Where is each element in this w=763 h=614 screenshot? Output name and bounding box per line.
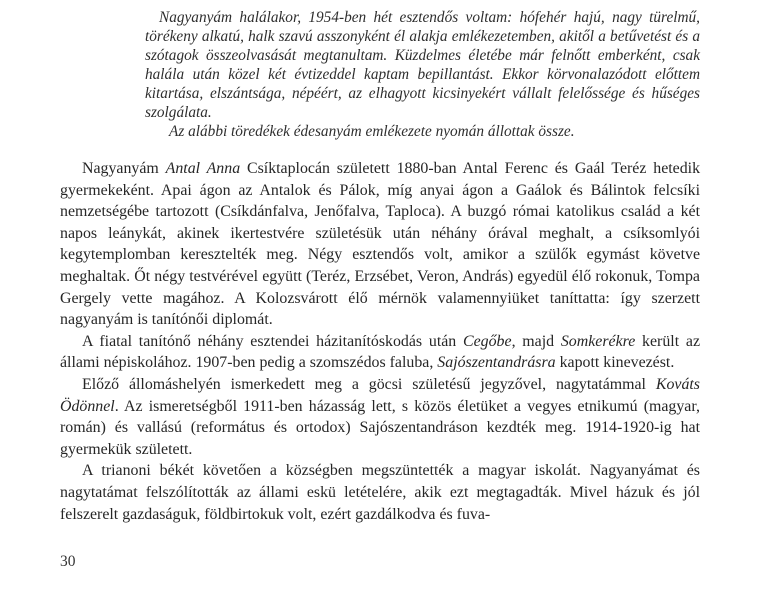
- paragraph-3: Előző állomáshelyén ismerkedett meg a göcsi születésű jegyzővel, nagytatámmal Kováts Ödönnel. Az ismeretségből 1911-ben házasság lett, s közös életüket a vegyes etnikumú (magyar, román) és vallású (református és ortodox) Sajószentandráson kezdték meg. 1914-1920-ig hat gyermekük született.: [60, 375, 700, 458]
- paragraph-2: A fiatal tanítónő néhány esztendei házitanítóskodás után Cegőbe, majd Somkerékre került az állami népiskolához. 1907-ben pedig a szomszédos faluba, Sajószentandrásra kapott kinevezést.: [60, 332, 700, 372]
- main-text: [60, 158, 700, 525]
- place-name: Cegőbe: [463, 332, 512, 350]
- person-name: Antal Anna: [165, 160, 241, 177]
- paragraph-1: Nagyanyám Antal Anna Csíktaplocán született 1880-ban Antal Ferenc és Gaál Teréz hetedik gyermekeként. Apai ágon az Antalok és Pálok, míg anyai ágon a Gaálok és Bálintok felcsíki nemzetségébe tartozott (Csíkdánfalva, Jenőfalva, Taploca). A buzgó római katolikus család a két napos leánykát, akinek ikertestvére születésük után néhány órával meghalt, a csíksomlyói kegytemplomban keresztelték meg. Négy esztendős volt, amikor a szülők egymást követve meghaltak. Őt négy testvérével együtt (Teréz, Erzsébet, Veron, András) egyedül élő rokonuk, Tompa Gergely vette magához. A Kolozsvárott élő mérnök valamennyiüket taníttatta: így szerzett nagyanyám is tanítónői diplomát.: [60, 160, 701, 329]
- place-name: Somkerékre: [560, 332, 636, 350]
- intro-paragraph: Nagyanyám halálakor, 1954-ben hét esztendős voltam: hófehér hajú, nagy türelmű, törékeny alkatú, halk szavú asszonyként él alakja emlékezetemben, akitől a betűvetést és a szótagok összeolvasását megtanultam. Küzdelmes életébe már felnőtt emberként, csak halála után közel két évtizeddel kaptam bepillantást. Ekkor körvonalazódott előttem kitartása, elszántsága, népéért, az elhagyott kicsinyekért vállalt felelőssége és hűséges szolgálata.: [145, 9, 700, 121]
- person-name: Kováts Ödönnel: [60, 375, 700, 415]
- place-name: Sajószentandrásra: [437, 354, 556, 372]
- page-number: 30: [60, 553, 76, 570]
- intro-block: [145, 9, 700, 142]
- paragraph-4: A trianoni békét követően a községben megszüntették a magyar iskolát. Nagyanyámat és nagytatámat felszólították az állami eskü letételére, akik ezt megtagadták. Mivel házuk és jól felszerelt gazdaságuk, földbirtokuk volt, ezért gazdálkodva és fuva-: [60, 462, 700, 523]
- source-note: Az alábbi töredékek édesanyám emlékezete nyomán állottak össze.: [169, 123, 575, 141]
